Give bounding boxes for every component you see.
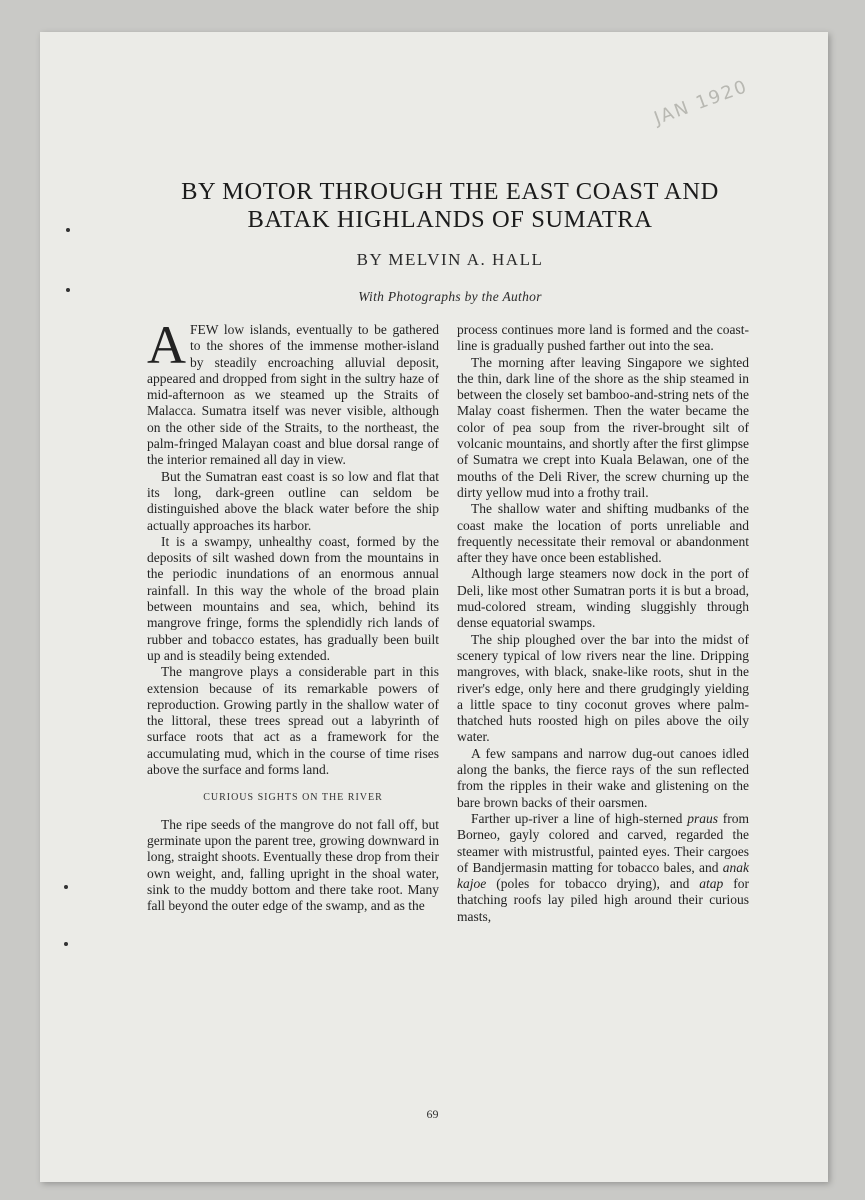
author-byline: BY MELVIN A. HALL bbox=[356, 250, 544, 269]
section-subheading: CURIOUS SIGHTS ON THE RIVER bbox=[203, 792, 383, 804]
italic-term: atap bbox=[699, 876, 724, 892]
paragraph: Although large steamers now dock in the port of Deli, like most other Sumatran ports it is but a broad, mud-colored stream, winding sluggishly through dense equatorial swamps. bbox=[457, 566, 749, 631]
paragraph: Farther up-river a line of high-sterned praus from Borneo, gayly colored and carved, regarded the steamer with mistrustful, painted eyes. Their cargoes of Bandjermasin matting for tobacco bales, and anak kajoe (poles for tobacco drying), and atap for thatching roofs lay piled high around their curious masts, bbox=[457, 810, 749, 924]
binding-hole bbox=[64, 885, 68, 889]
binding-hole bbox=[66, 228, 70, 232]
drop-cap: A bbox=[147, 315, 186, 375]
title-line-2: BATAK HIGHLANDS OF SUMATRA bbox=[247, 206, 653, 233]
italic-term: praus bbox=[687, 810, 718, 826]
title-line-1: BY MOTOR THROUGH THE EAST COAST AND bbox=[181, 178, 719, 205]
paragraph: A few sampans and narrow dug-out canoes idled along the banks, the fierce rays of the sun reflected from the ripples in their wake and glistening on the bare brown backs of their oarsmen. bbox=[457, 745, 749, 810]
paragraph: The shallow water and shifting mudbanks of the coast make the location of ports unreliable and frequently necessitate their removal or abandonment after they have once been established. bbox=[457, 501, 749, 566]
paragraph: But the Sumatran east coast is so low and flat that its long, dark-green outline can seldom be distinguished above the black water before the ship actually approaches its harbor. bbox=[147, 468, 439, 533]
right-column bbox=[457, 322, 749, 925]
italic-term: anak kajoe bbox=[457, 859, 749, 892]
binding-hole bbox=[64, 942, 68, 946]
paragraph: process continues more land is formed and the coast-line is gradually pushed farther out into the sea. bbox=[457, 322, 749, 354]
handwritten-date-note: JAN 1920 bbox=[651, 75, 751, 130]
binding-hole bbox=[66, 288, 70, 292]
paragraph: The ship ploughed over the bar into the midst of scenery typical of low rivers near the line. Dripping mangroves, with black, snake-like roots, shut in the river's edge, only here and there grudgingly yielding a little space to tiny coconut groves where palm-thatched huts roosted high on piles above the oily water. bbox=[457, 631, 749, 745]
paragraph: It is a swampy, unhealthy coast, formed by the deposits of silt washed down from the mountains in the periodic inundations of an enormous annual rainfall. In this way the whole of the broad plain between mountains and sea, which, behind its mangrove fringe, forms the splendidly rich lands of rubber and tobacco estates, has gradually been built up and is steadily being extended. bbox=[147, 533, 439, 663]
paragraph: The ripe seeds of the mangrove do not fall off, but germinate upon the parent tree, growing downward in long, straight shoots. Eventually these drop from their own weight, and, falling upright in the shoal water, sink to the muddy bottom and there take root. Many fall beyond the outer edge of the swamp, and as the bbox=[147, 816, 439, 914]
photo-credit: With Photographs by the Author bbox=[358, 289, 542, 304]
paragraph: The morning after leaving Singapore we sighted the thin, dark line of the shore as the ship steamed in between the closely set bamboo-and-string nets of the Malay coast fishermen. Then the water became the color of pea soup from the river-brought silt of volcanic mountains, and shortly after the first glimpse of Sumatra we crept into Kuala Belawan, one of the mouths of the Deli River, the screw churning up the dirty yellow mud into a frothy trail. bbox=[457, 354, 749, 500]
page-number: 69 bbox=[426, 1107, 439, 1121]
paragraph: The mangrove plays a considerable part in this extension because of its remarkable powers of reproduction. Growing partly in the shallow water of the littoral, these trees spread out a labyrinth of surface roots that act as a framework for the accumulating mud, which in the course of time rises above the surface and forms land. bbox=[147, 664, 439, 778]
paragraph: AFEW low islands, eventually to be gathered to the shores of the immense mother-island by steadily encroaching alluvial deposit, appeared and dropped from sight in the sultry haze of mid-afternoon as we steamed up the Straits of Malacca. Sumatra itself was never visible, although on the other side of the Straits, to the northeast, the palm-fringed Malayan coast and blue dorsal range of the interior remained all day in view. bbox=[147, 315, 439, 468]
article-title bbox=[100, 178, 800, 234]
left-column bbox=[147, 315, 439, 914]
